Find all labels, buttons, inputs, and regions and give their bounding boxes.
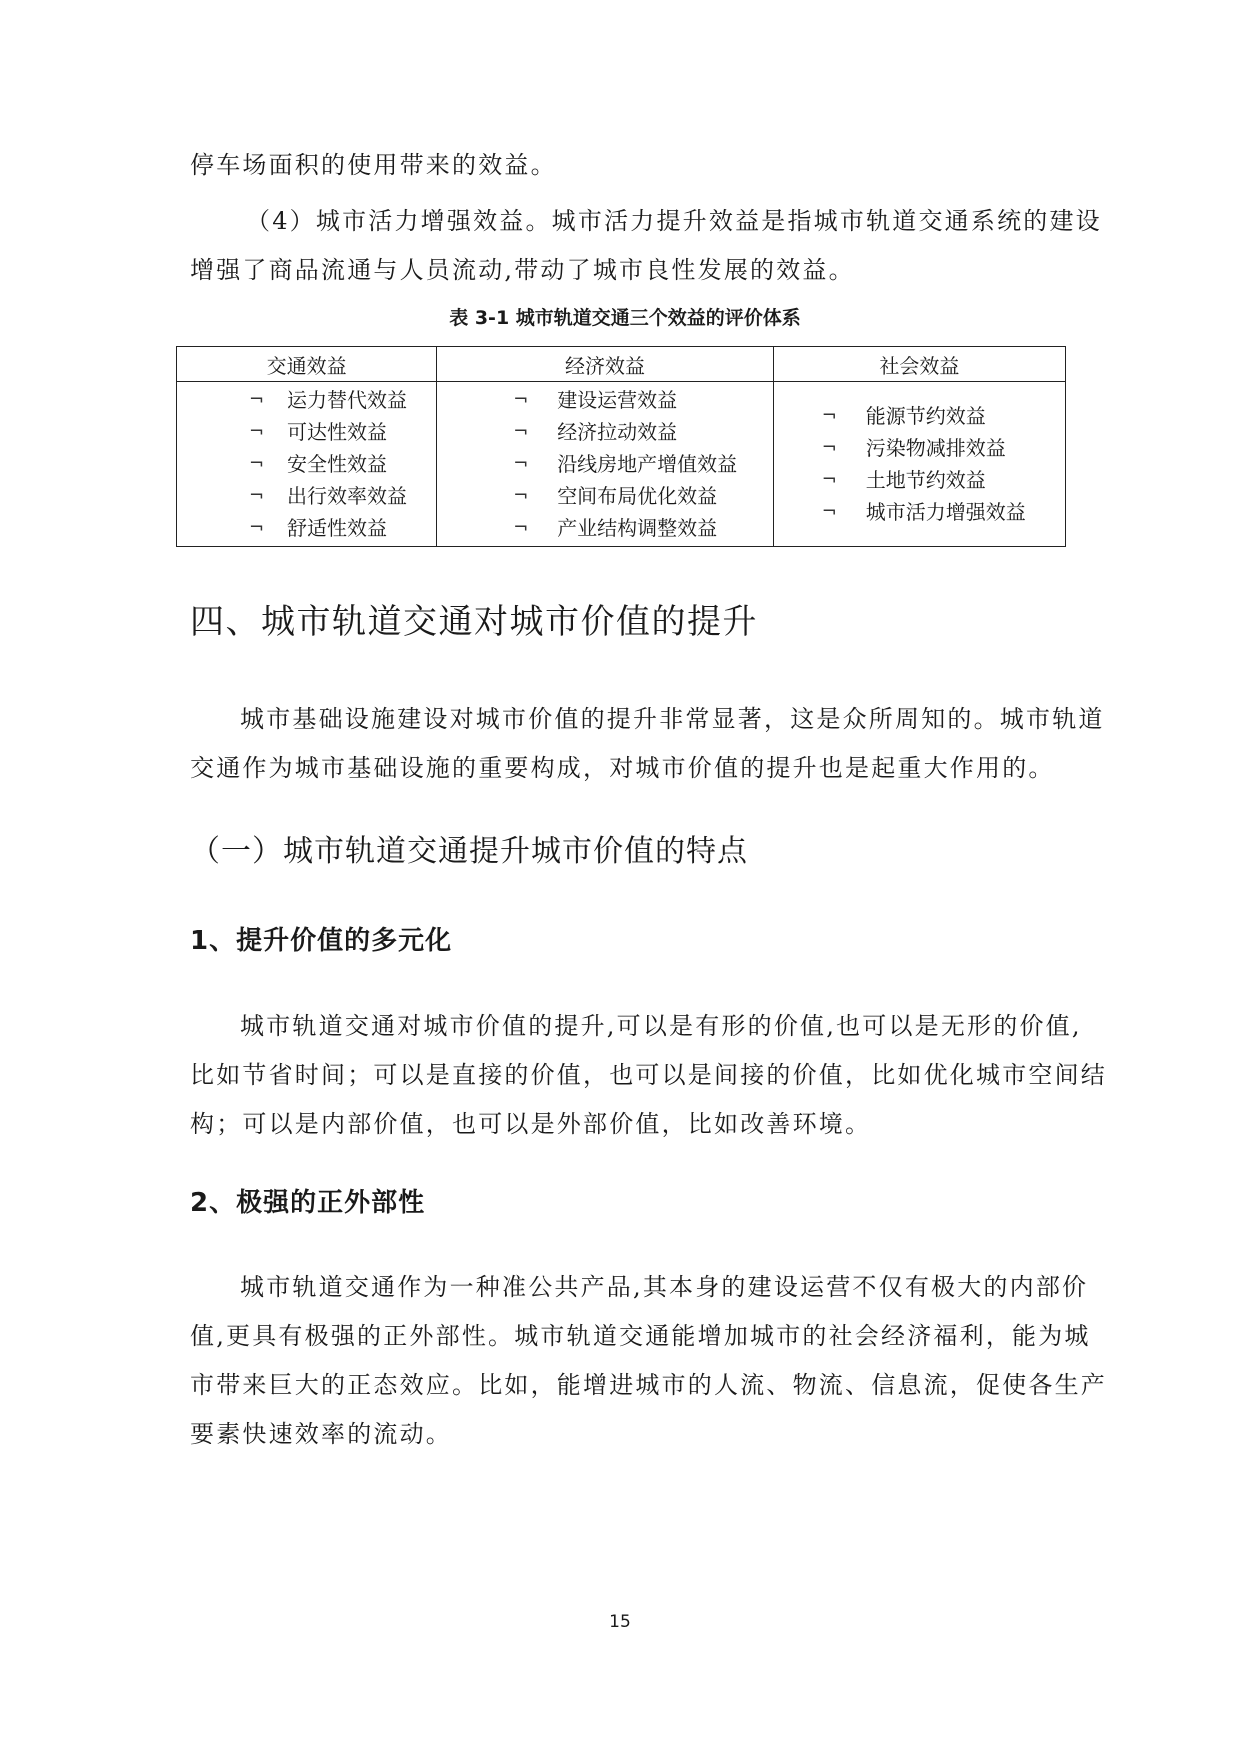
list-item (177, 480, 436, 512)
list-item (177, 448, 436, 480)
economic-benefit-list (437, 382, 774, 547)
list-item (437, 384, 773, 416)
paragraph-infrastructure (190, 695, 1105, 793)
bullet-mark: ¬ (249, 421, 265, 442)
paragraph-city-vitality (190, 197, 1102, 295)
bullet-mark: ¬ (513, 485, 529, 506)
header-social-benefit: 社会效益 (773, 347, 1065, 382)
header-traffic-benefit: 交通效益 (177, 347, 437, 382)
item-label: 能源节约效益 (865, 404, 986, 428)
text-line: 城市轨道交通作为一种准公共产品,其本身的建设运营不仅有极大的内部价 (240, 1273, 1089, 1301)
item-label: 城市活力增强效益 (865, 500, 1026, 524)
text-line: 比如节省时间；可以是直接的价值，也可以是间接的价值，比如优化城市空间结 (190, 1061, 1107, 1089)
traffic-benefit-list (177, 382, 437, 547)
item-label: 产业结构调整效益 (557, 516, 718, 540)
bullet-mark: ¬ (513, 517, 529, 538)
paragraph-diversification (190, 1002, 1107, 1149)
list-item (177, 384, 436, 416)
text-line: 市带来巨大的正态效应。比如，能增进城市的人流、物流、信息流，促使各生产 (190, 1371, 1107, 1399)
item-heading-diversification: 1、提升价值的多元化 (190, 926, 453, 956)
bullet-mark: ¬ (249, 485, 265, 506)
item-label: 可达性效益 (287, 420, 387, 444)
header-economic-benefit: 经济效益 (437, 347, 774, 382)
text-line: 值,更具有极强的正外部性。城市轨道交通能增加城市的社会经济福利，能为城 (190, 1322, 1091, 1350)
paragraph-parking (190, 141, 1060, 190)
text-line: 构；可以是内部价值，也可以是外部价值，比如改善环境。 (190, 1110, 872, 1138)
bullet-mark: ¬ (249, 389, 265, 410)
item-label: 出行效率效益 (287, 484, 407, 508)
item-label: 土地节约效益 (865, 468, 986, 492)
item-heading-externality: 2、极强的正外部性 (190, 1188, 426, 1218)
subsection-heading: （一）城市轨道交通提升城市价值的特点 (190, 834, 748, 869)
table-body-row (177, 382, 1066, 547)
table-caption: 表 3-1 城市轨道交通三个效益的评价体系 (449, 307, 801, 329)
item-label: 舒适性效益 (287, 516, 387, 540)
bullet-mark: ¬ (821, 405, 837, 426)
text-line: 要素快速效率的流动。 (190, 1420, 452, 1448)
bullet-mark: ¬ (513, 389, 529, 410)
list-item (437, 480, 773, 512)
list-item (774, 400, 1065, 432)
list-item (774, 432, 1065, 464)
bullet-mark: ¬ (513, 453, 529, 474)
text-line: 交通作为城市基础设施的重要构成，对城市价值的提升也是起重大作用的。 (190, 754, 1055, 782)
item-label: 污染物减排效益 (865, 436, 1006, 460)
list-item (437, 512, 773, 544)
list-item (177, 416, 436, 448)
item-label: 空间布局优化效益 (557, 484, 718, 508)
table-header-row (177, 347, 1066, 382)
bullet-mark: ¬ (821, 437, 837, 458)
item-label: 经济拉动效益 (557, 420, 678, 444)
list-item (437, 448, 773, 480)
text-line: 增强了商品流通与人员流动,带动了城市良性发展的效益。 (190, 256, 855, 284)
item-label: 建设运营效益 (557, 388, 678, 412)
evaluation-table (176, 346, 1066, 547)
bullet-mark: ¬ (821, 469, 837, 490)
item-label: 沿线房地产增值效益 (557, 452, 738, 476)
page-number: 15 (609, 1612, 631, 1632)
item-label: 安全性效益 (287, 452, 387, 476)
text-line: 城市轨道交通对城市价值的提升,可以是有形的价值,也可以是无形的价值, (240, 1012, 1082, 1040)
bullet-mark: ¬ (249, 453, 265, 474)
list-item (774, 464, 1065, 496)
list-item (177, 512, 436, 544)
text-line: 城市基础设施建设对城市价值的提升非常显著，这是众所周知的。城市轨道 (240, 705, 1105, 733)
section-heading: 四、城市轨道交通对城市价值的提升 (190, 602, 758, 642)
text-line: （4）城市活力增强效益。城市活力提升效益是指城市轨道交通系统的建设 (246, 207, 1102, 235)
bullet-mark: ¬ (513, 421, 529, 442)
list-item (437, 416, 773, 448)
paragraph-externality (190, 1263, 1107, 1459)
list-item (774, 496, 1065, 528)
social-benefit-list (773, 382, 1065, 547)
bullet-mark: ¬ (821, 501, 837, 522)
bullet-mark: ¬ (249, 517, 265, 538)
text-line: 停车场面积的使用带来的效益。 (190, 151, 557, 179)
item-label: 运力替代效益 (287, 388, 407, 412)
